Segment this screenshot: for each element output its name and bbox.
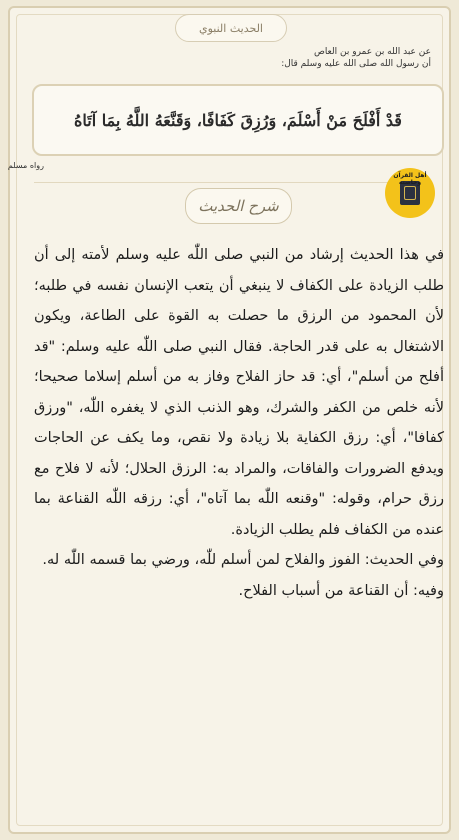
hadith-header-label: الحديث النبوي: [199, 21, 263, 35]
narrator-line-2: أن رسول الله صلى الله عليه وسلم قال:: [281, 59, 431, 69]
sharh-paragraph-3: وفيه: أن القناعة من أسباب الفلاح.: [238, 582, 444, 599]
sharh-paragraph-2: وفي الحديث: الفوز والفلاح لمن أسلم للّٰه، ورضي بما قسمه اللّٰه له.: [42, 552, 444, 568]
hadith-header-badge: [175, 14, 287, 42]
sharh-header-label: شرح الحديث: [198, 197, 279, 215]
narrator-line-1: عن عبد الله بن عمرو بن العاص: [313, 47, 431, 57]
sharh-body: [34, 240, 444, 606]
sharh-paragraph-1: في هذا الحديث إرشاد من النبي صلى اللّٰه عليه وسلم لأمته إلى أن طلب الزيادة على الكفاف لا ينبغي أن يتعب الإنسان نفسه في طلبه؛ لأن المحمود من الرزق ما حصلت به القوة على الطاعة، ويكون الاشتغال به على قدر الحاجة. فقال النبي صلى اللّٰه عليه وسلم: "قد أفلح من أسلم"، أي: قد حاز الفلاح وفاز به من أسلم إسلاما صحيحا؛ لأنه خلص من الكفر والشرك، وهو الذنب الذي لا يغفره اللّٰه، "ورزق كفافا"، أي: رزق الكفاية بلا زيادة ولا نقص، وما يكف عن الحاجات ويدفع الضرورات والفاقات، والمراد به: الرزق الحلال؛ لأنه لا فلاح مع رزق حرام، وقوله: "وقنعه اللّٰه بما آتاه"، أي: رزقه اللّٰه القناعة بما عنده من الكفاف فلم يطلب الزيادة.: [34, 247, 444, 538]
narrator-chain: [131, 46, 431, 70]
sharh-header-badge: [185, 188, 292, 224]
logo-text: أهل القرآن وخاصته: [393, 172, 427, 186]
hadith-text: قَدْ أَفْلَحَ مَنْ أَسْلَمَ، وَرُزِقَ كَفَافًا، وَقَنَّعَهُ اللَّهُ بِمَا آتَاهُ: [74, 110, 402, 130]
quran-logo: [385, 168, 435, 218]
hadith-box: [32, 84, 444, 156]
hadith-source: رواه مسلم: [7, 161, 44, 170]
page-card: [8, 6, 451, 834]
divider: [34, 182, 425, 183]
